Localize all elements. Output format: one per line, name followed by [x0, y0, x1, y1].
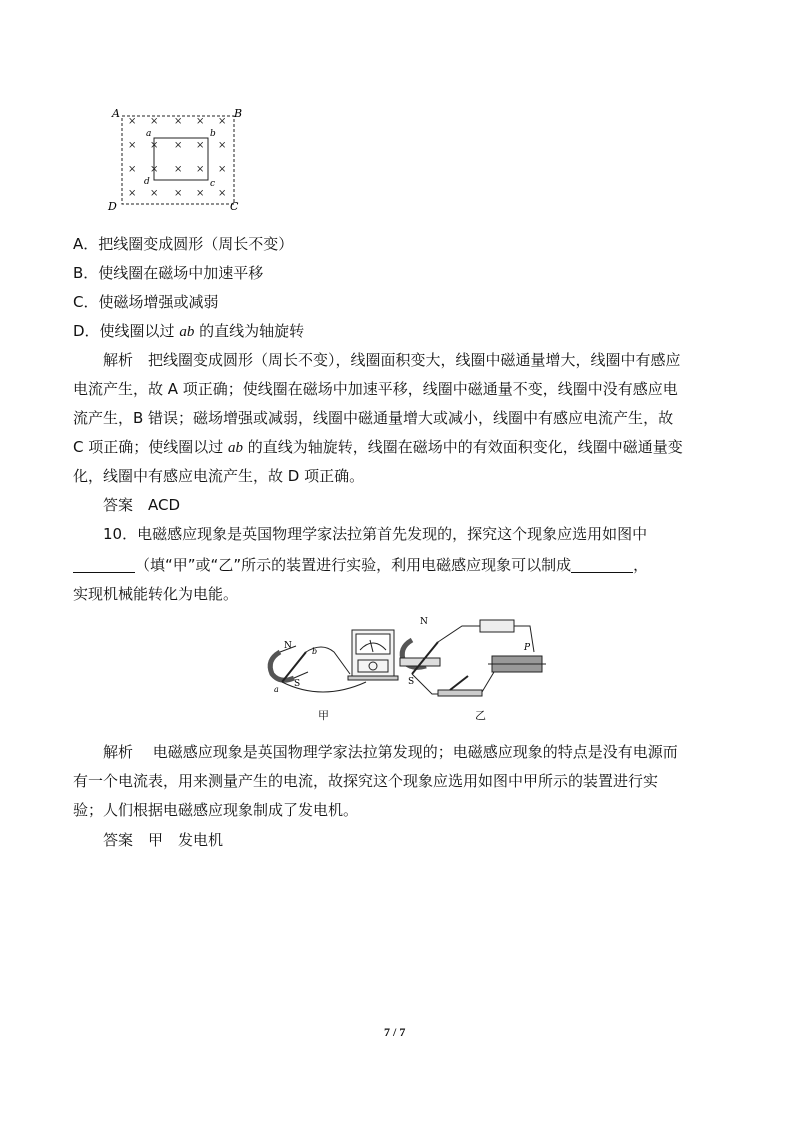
- answer-blank-1[interactable]: [73, 557, 135, 573]
- analysis1-line4: [73, 437, 683, 458]
- answer-blank-2[interactable]: [571, 557, 633, 573]
- q10-line2-end: ，: [633, 556, 649, 574]
- analysis1-line1: 解析 把线圈变成圆形（周长不变），线圈面积变大，线圈中磁通量增大，线圈中有感应: [103, 351, 681, 369]
- field-symbol-0-0: ×: [128, 116, 137, 127]
- field-coil-figure: [104, 104, 254, 214]
- corner-label-c: C: [230, 200, 239, 213]
- option-d-var: ab: [179, 324, 195, 340]
- jia-label-n: N: [284, 641, 292, 651]
- yi-label-s: S: [408, 677, 415, 687]
- apparatus-jia: [270, 630, 398, 692]
- field-symbol-2-4: ×: [218, 164, 227, 175]
- field-symbol-1-0: ×: [128, 140, 137, 151]
- jia-label-a: a: [274, 685, 279, 694]
- page-number: 7 / 7: [384, 1025, 406, 1039]
- option-b: B．使线圈在磁场中加速平移: [73, 264, 264, 282]
- corner-label-d: D: [108, 200, 117, 213]
- analysis1-line2: 电流产生，故 A 项正确；使线圈在磁场中加速平移，线圈中磁通量不变，线圈中没有感应电: [73, 380, 678, 398]
- field-symbol-3-4: ×: [218, 188, 227, 199]
- analysis2-line2: 有一个电流表，用来测量产生的电流，故探究这个现象应选用如图中甲所示的装置进行实: [73, 772, 659, 790]
- field-symbol-0-1: ×: [150, 116, 159, 127]
- apparatus-yi: [400, 620, 546, 696]
- q10-line1: 10．电磁感应现象是英国物理学家法拉第首先发现的，探究这个现象应选用如图中: [103, 525, 648, 543]
- caption-jia: 甲: [318, 709, 329, 722]
- analysis1-line3: 流产生，B 错误；磁场增强或减弱，线圈中磁通量增大或减小，线圈中有感应电流产生，故: [73, 409, 674, 427]
- option-a: A．把线圈变成圆形（周长不变）: [73, 235, 294, 253]
- field-symbol-3-0: ×: [128, 188, 137, 199]
- yi-label-p: P: [524, 643, 531, 653]
- field-symbol-3-1: ×: [150, 188, 159, 199]
- field-symbol-2-1: ×: [150, 164, 159, 175]
- analysis1-line4-prefix: C 项正确；使线圈以过: [73, 438, 229, 456]
- jia-label-b: b: [312, 647, 318, 656]
- field-symbol-3-2: ×: [174, 188, 183, 199]
- field-symbol-1-3: ×: [196, 140, 205, 151]
- answer2: 答案 甲 发电机: [103, 831, 224, 849]
- coil-label-b: b: [210, 129, 216, 139]
- yi-label-n: N: [420, 617, 428, 627]
- option-d-prefix: D．使线圈以过: [73, 322, 180, 340]
- coil-label-d: d: [144, 177, 150, 187]
- field-symbol-0-4: ×: [218, 116, 227, 127]
- corner-label-b: B: [234, 107, 243, 120]
- analysis1-line4-suffix: 的直线为轴旋转，线圈在磁场中的有效面积变化，线圈中磁通量变: [243, 438, 683, 456]
- field-symbol-0-2: ×: [174, 116, 183, 127]
- option-c: C．使磁场增强或减弱: [73, 293, 219, 311]
- analysis2-line1: 解析 电磁感应现象是英国物理学家法拉第发现的；电磁感应现象的特点是没有电源而: [103, 743, 678, 761]
- field-symbol-1-2: ×: [174, 140, 183, 151]
- field-symbol-1-1: ×: [150, 140, 159, 151]
- field-symbol-2-0: ×: [128, 164, 137, 175]
- coil-label-c: c: [210, 179, 216, 189]
- apparatus-figure: [262, 612, 552, 708]
- analysis1-line5: 化，线圈中有感应电流产生，故 D 项正确。: [73, 467, 365, 485]
- field-symbol-0-3: ×: [196, 116, 205, 127]
- jia-label-s: S: [294, 679, 301, 689]
- field-symbol-1-4: ×: [218, 140, 227, 151]
- field-symbol-3-3: ×: [196, 188, 205, 199]
- option-d: [73, 321, 304, 342]
- q10-line2-middle: （填“甲”或“乙”所示的装置进行实验，利用电磁感应现象可以制成: [135, 556, 572, 574]
- q10-line2: [73, 555, 648, 575]
- analysis2-line3: 验；人们根据电磁感应现象制成了发电机。: [73, 801, 359, 819]
- caption-yi: 乙: [475, 709, 486, 722]
- option-d-suffix: 的直线为轴旋转: [194, 322, 305, 340]
- corner-label-a: A: [112, 107, 120, 120]
- answer1: 答案 ACD: [103, 496, 181, 514]
- coil-label-a: a: [146, 129, 152, 139]
- q10-line3: 实现机械能转化为电能。: [73, 585, 239, 603]
- field-symbol-2-2: ×: [174, 164, 183, 175]
- field-symbol-2-3: ×: [196, 164, 205, 175]
- analysis1-line4-var: ab: [228, 440, 244, 456]
